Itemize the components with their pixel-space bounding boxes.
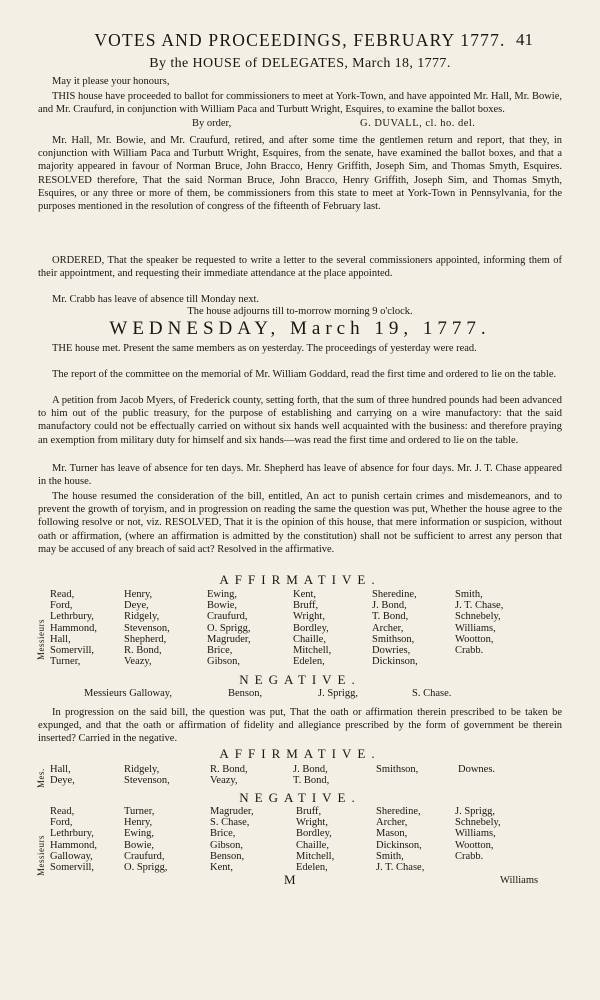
running-header: VOTES AND PROCEEDINGS, FEBRUARY 1777. (94, 30, 506, 50)
member-name: Archer, (376, 817, 408, 829)
member-name: Henry, (124, 589, 153, 600)
member-name: Galloway, (50, 850, 93, 862)
member-name: Mitchell, (296, 850, 335, 862)
member-name: Read, (50, 806, 75, 817)
adjournment-line: The house adjourns till to-morrow morning 9 o'clock. (187, 306, 413, 317)
signature-mark: M (284, 872, 296, 887)
leave-of-absence-paragraph: Mr. Turner has leave of absence for ten days. Mr. Shepherd has leave of absence for four days. Mr. J. T. Chase appeared in the house. (38, 463, 562, 488)
member-name: Smithson, (372, 633, 415, 645)
member-name: O. Sprigg, (124, 862, 168, 874)
member-name: Dickinson, (372, 656, 418, 668)
member-name: J. Bond, (372, 600, 407, 612)
member-name: Ewing, (124, 828, 155, 840)
member-name: Williams, (455, 828, 496, 840)
member-name: Kent, (293, 589, 317, 600)
member-name: Lethrbury, (50, 611, 94, 623)
member-name: Ewing, (207, 589, 238, 600)
member-name: Lethrbury, (50, 828, 94, 840)
vote1-affirmative-names (50, 589, 570, 669)
member-name: O. Sprigg, (207, 622, 251, 634)
member-name: Schnebely, (455, 817, 501, 829)
vote1-aff-col-4 (293, 589, 331, 667)
member-name: J. Sprigg, (318, 688, 358, 699)
member-name: Veazy, (124, 656, 152, 668)
member-name: Ridgely, (124, 611, 160, 623)
member-name: Smith, (455, 589, 483, 600)
member-name: Bowie, (124, 839, 155, 851)
vote2-neg-side-label: Messieurs (36, 835, 46, 876)
member-name: Read, (50, 589, 75, 600)
vote2-aff-col-6 (458, 764, 495, 775)
member-name: Magruder, (207, 633, 251, 645)
member-name: T. Bond, (293, 775, 330, 787)
member-name: J. T. Chase, (455, 600, 504, 612)
member-name: Hall, (50, 633, 71, 645)
member-name: Downes. (458, 764, 496, 775)
vote1-aff-col-2 (124, 589, 170, 667)
member-name: Stevenson, (124, 775, 170, 787)
vote2-aff-col-2 (124, 764, 170, 786)
member-name: Messieurs Galloway, (84, 688, 172, 699)
member-name: J. Sprigg, (455, 806, 495, 817)
vote1-side-label: Messieurs (36, 619, 46, 660)
vote2-neg-col-3 (210, 806, 254, 873)
bill-resolve-paragraph: The house resumed the consideration of the bill, entitled, An act to punish certain crimes and misdemeanors, and to prevent the growth of toryism, and in progression on reading the same the question was put, Whether the house agree to the following resolve or not, viz. RESOLVED, That it is the opinion of this house, that mere information or suspicion, without oath or affirmation, (where an affirmation is admitted by the constitution) shall not be sufficient to arrest any person that may be accused of any breach of said act? Resolved in the affirmative. (38, 491, 562, 555)
member-name: Benson, (210, 850, 245, 862)
member-name: Dowries, (372, 645, 411, 657)
vote2-negative-names (50, 806, 570, 876)
member-name: Ridgely, (124, 764, 160, 775)
member-name: Chaille, (293, 633, 326, 645)
day-heading: WEDNESDAY, March 19, 1777. (109, 318, 491, 339)
member-name: Magruder, (210, 806, 254, 817)
member-name: R. Bond, (210, 764, 248, 775)
by-order-line: By order, (192, 118, 232, 129)
member-name: Benson, (228, 688, 263, 699)
member-name: Wright, (296, 817, 328, 829)
member-name: Edelen, (293, 656, 325, 668)
vote2-aff-col-3 (210, 764, 248, 786)
member-name: Sheredine, (376, 806, 421, 817)
myers-petition-paragraph: A petition from Jacob Myers, of Frederick county, setting forth, that the sum of three hundred pounds had been advanced to him out of the public treasury, for the purpose of establishing and carrying on a wire manufactory: that the said manufactory could not be effectually carried on without six hands well acquainted with the business: and therefore praying an exemption from military duty for himself and six hands—was read the first time and ordered to lie on the table. (38, 395, 562, 446)
member-name: Chaille, (296, 839, 329, 851)
vote2-aff-side-label: Mes. (36, 768, 46, 788)
member-name: Crabb. (455, 645, 484, 657)
member-name: S. Chase, (210, 817, 250, 829)
member-name: Gibson, (207, 656, 240, 668)
page-number: 41 (516, 30, 533, 49)
member-name: Ford, (50, 817, 73, 829)
return-report-paragraph: Mr. Hall, Mr. Bowie, and Mr. Craufurd, retired, and after some time the gentlemen return and report, that they, in conjunction with William Paca and Turbutt Wright, Esquires, from the senate, have examined the ballot boxes, and that a majority appeared in favour of Norman Bruce, John Bracco, Henry Griffith, Joseph Sim, and Thomas Smyth, Esquires. RESOLVED therefore, That the said Norman Bruce, John Bracco, Henry Griffith, Joseph Sim, and Thomas Smyth, Esquires, or any three or more of them, be commissioners from this state to meet at York-Town in Pennsylvania, for the purposes mentioned in the resolution of congress of the fifteenth of February last. (38, 135, 562, 213)
vote2-negative-heading: NEGATIVE. (239, 790, 361, 805)
ordered-speaker-paragraph: ORDERED, That the speaker be requested to write a letter to the several commissioners appointed, informing them of their appointment, and requesting their immediate attendance at the place appointed. (38, 255, 562, 280)
vote1-affirmative-heading: AFFIRMATIVE. (219, 572, 381, 587)
clerk-signature: G. DUVALL, cl. ho. del. (360, 118, 476, 129)
member-name: Edelen, (296, 862, 328, 874)
member-name: Henry, (124, 817, 153, 829)
member-name: Turner, (50, 656, 81, 668)
member-name: Deye, (124, 600, 149, 612)
member-name: Hall, (50, 764, 71, 775)
vote1-negative-names (0, 688, 600, 700)
member-name: J. T. Chase, (376, 862, 425, 874)
vote1-negative-heading: NEGATIVE. (239, 672, 361, 687)
member-name: Smith, (376, 850, 404, 862)
member-name: R. Bond, (124, 645, 162, 657)
vote2-affirmative-heading: AFFIRMATIVE. (219, 746, 381, 761)
member-name: Dickinson, (376, 839, 422, 851)
member-name: Hammond, (50, 622, 97, 634)
vote2-neg-col-5 (376, 806, 424, 873)
vote1-aff-col-3 (207, 589, 251, 667)
member-name: Hammond, (50, 839, 97, 851)
member-name: Veazy, (210, 775, 238, 787)
salutation: May it please your honours, (52, 76, 170, 87)
by-the-house-line: By the HOUSE of DELEGATES, March 18, 1777. (149, 56, 451, 71)
member-name: Shepherd, (124, 633, 167, 645)
member-name: Brice, (207, 645, 233, 657)
member-name: Craufurd, (207, 611, 248, 623)
vote2-affirmative-names (50, 764, 570, 788)
member-name: Wright, (293, 611, 325, 623)
member-name: Kent, (210, 862, 234, 874)
member-name: Archer, (372, 622, 404, 634)
vote2-aff-col-4 (293, 764, 329, 786)
member-name: J. Bond, (293, 764, 328, 775)
house-met-paragraph: THE house met. Present the same members as on yesterday. The proceedings of yesterday were read. (52, 343, 477, 354)
vote2-neg-col-4 (296, 806, 334, 873)
member-name: Somervill, (50, 862, 95, 874)
member-name: Bowie, (207, 600, 238, 612)
member-name: Ford, (50, 600, 73, 612)
member-name: S. Chase. (412, 688, 452, 699)
vote1-aff-col-5 (372, 589, 418, 667)
oath-question-paragraph: In progression on the said bill, the question was put, That the oath or affirmation therein prescribed to be taken be expunged, and that the oath or affirmation of fidelity and allegiance prescribed by the form of government be therein inserted? Carried in the negative. (38, 707, 562, 745)
member-name: Bruff, (296, 806, 322, 817)
member-name: Somervill, (50, 645, 95, 657)
member-name: Bordley, (293, 622, 329, 634)
member-name: Turner, (124, 806, 155, 817)
message-body: THIS house have proceeded to ballot for commissioners to meet at York-Town, and have appointed Mr. Hall, Mr. Bowie, and Mr. Craufurd, in conjunction with William Paca and Turbutt Wright, Esquires, to examine the ballot boxes. (38, 91, 562, 116)
member-name: Smithson, (376, 764, 419, 775)
crabb-leave-line: Mr. Crabb has leave of absence till Monday next. (52, 294, 260, 305)
vote1-aff-col-1 (50, 589, 97, 667)
vote2-aff-col-5 (376, 764, 418, 775)
catchword: Williams (500, 875, 539, 886)
member-name: T. Bond, (372, 611, 409, 623)
member-name: Sheredine, (372, 589, 417, 600)
member-name: Stevenson, (124, 622, 170, 634)
member-name: Mason, (376, 828, 408, 840)
member-name: Mitchell, (293, 645, 332, 657)
member-name: Craufurd, (124, 850, 165, 862)
member-name: Gibson, (210, 839, 243, 851)
member-name: Schnebely, (455, 611, 501, 623)
member-name: Wootton, (455, 633, 494, 645)
goddard-report-paragraph: The report of the committee on the memorial of Mr. William Goddard, read the first time and ordered to lie on the table. (52, 369, 557, 380)
vote2-aff-col-1 (50, 764, 75, 786)
member-name: Brice, (210, 828, 236, 840)
member-name: Bruff, (293, 600, 319, 612)
vote2-neg-col-2 (124, 806, 167, 873)
vote2-neg-col-1 (50, 806, 97, 873)
vote1-aff-col-6 (455, 589, 503, 656)
member-name: Williams, (455, 622, 496, 634)
member-name: Deye, (50, 775, 75, 787)
member-name: Wootton, (455, 839, 494, 851)
member-name: Bordley, (296, 828, 332, 840)
vote2-neg-col-6 (455, 806, 501, 862)
member-name: Crabb. (455, 850, 484, 862)
